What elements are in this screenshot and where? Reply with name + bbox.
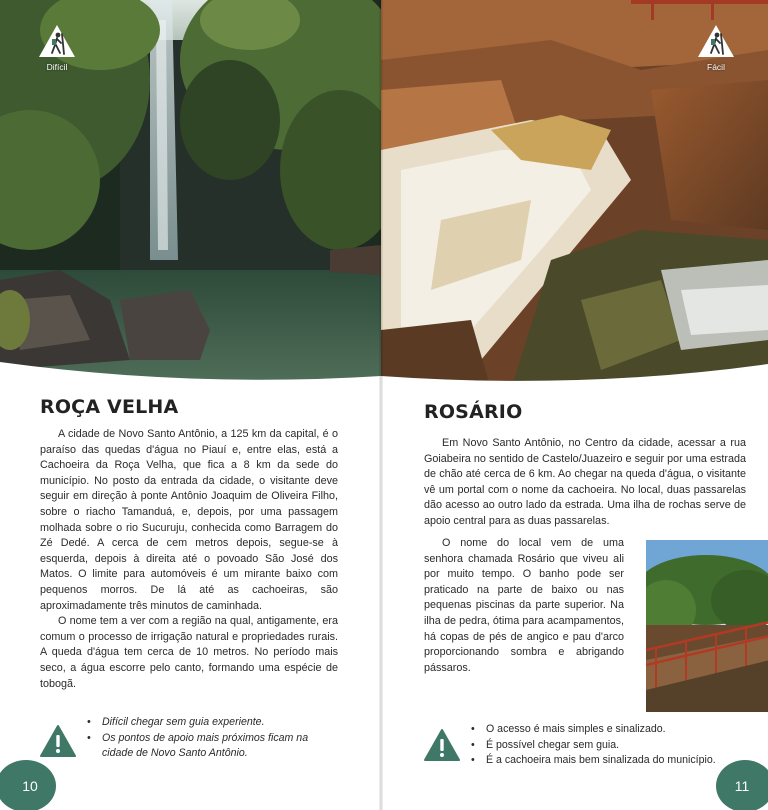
tip-item: • O acesso é mais simples e sinalizado.: [468, 722, 738, 738]
section-title: ROSÁRIO: [424, 401, 523, 423]
hiker-icon: [38, 24, 76, 58]
body-text-intro: [424, 436, 746, 530]
page-curve: [0, 340, 381, 400]
section-title: ROÇA VELHA: [40, 396, 179, 418]
tip-item: • É a cachoeira mais bem sinalizada do município.: [468, 753, 738, 769]
page-right: [381, 0, 768, 810]
paragraph: O nome do local vem de uma senhora chamada Rosário que viveu ali por muito tempo. O banho pode ser praticado na parte de baixo ou nas pequenas piscinas da parte superior. Na ilha de pedra, ótima para acampamentos, há copas de pés de angico e pau d'arco proporcionando sombra e abrigando pássaros.: [424, 537, 624, 674]
difficulty-label: Difícil: [46, 62, 68, 72]
book-gutter: [379, 0, 383, 810]
warning-icon: [40, 724, 76, 758]
tips-list: [468, 722, 738, 769]
page-number: 11: [716, 760, 768, 810]
tips-list: [84, 715, 338, 762]
difficulty-badge-left: [37, 24, 77, 72]
paragraph: A cidade de Novo Santo Antônio, a 125 km da capital, é o paraíso das quedas d'água no Piauí e, entre elas, está a Cachoeira da Roça Velha, que fica a 8 km da sede do município. No posto da entrada da cidade, o visitante deve seguir em direção à ponte Antônio Joaquim de Oliveira Filho, sobre o riacho Tamanduá, e, depois, por uma passagem molhada sobre o rio Sucuruju, conhecida como Barragem do Zé Dedé. A cerca de cem metros depois, segue-se à esquerda, depois à direita até o povoado São José dos Matos. O limite para automóveis é um mirante baixo com pequenos morros. De lá até as cachoeiras, são aproximadamente três minutos de caminhada.: [40, 428, 338, 612]
warning-icon: [424, 728, 460, 762]
tip-item: • É possível chegar sem guia.: [468, 738, 738, 754]
hiker-icon: [697, 24, 735, 58]
page-left: [0, 0, 381, 810]
difficulty-badge-right: [696, 24, 736, 72]
difficulty-label: Fácil: [707, 62, 725, 72]
tip-item: • Difícil chegar sem guia experiente.: [84, 715, 338, 731]
body-text-wrapped: [424, 536, 624, 676]
paragraph: Em Novo Santo Antônio, no Centro da cidade, acessar a rua Goiabeira no sentido de Castelo/Juazeiro e seguir por uma estrada de chão até cerca de 6 km. Ao chegar na queda d'água, o visitante vê um portal com o nome da cachoeira. No local, duas passarelas dão acesso ao outro lado da estrada. Uma ilha de rochas serve de apoio central para as duas passarelas.: [424, 437, 746, 527]
bridge-photo-inset: [646, 540, 768, 712]
body-text: [40, 427, 338, 692]
page-curve: [381, 340, 768, 400]
tip-item: • Os pontos de apoio mais próximos ficam na cidade de Novo Santo Antônio.: [84, 731, 338, 762]
page-number: 10: [0, 760, 56, 810]
paragraph: O nome tem a ver com a região na qual, antigamente, era comum o processo de irrigação natural e propriedades rurais. A queda d'água tem cerca de 10 metros. No período mais seco, a água escorre pelo canto, formando uma espécie de tobogã.: [40, 615, 338, 690]
